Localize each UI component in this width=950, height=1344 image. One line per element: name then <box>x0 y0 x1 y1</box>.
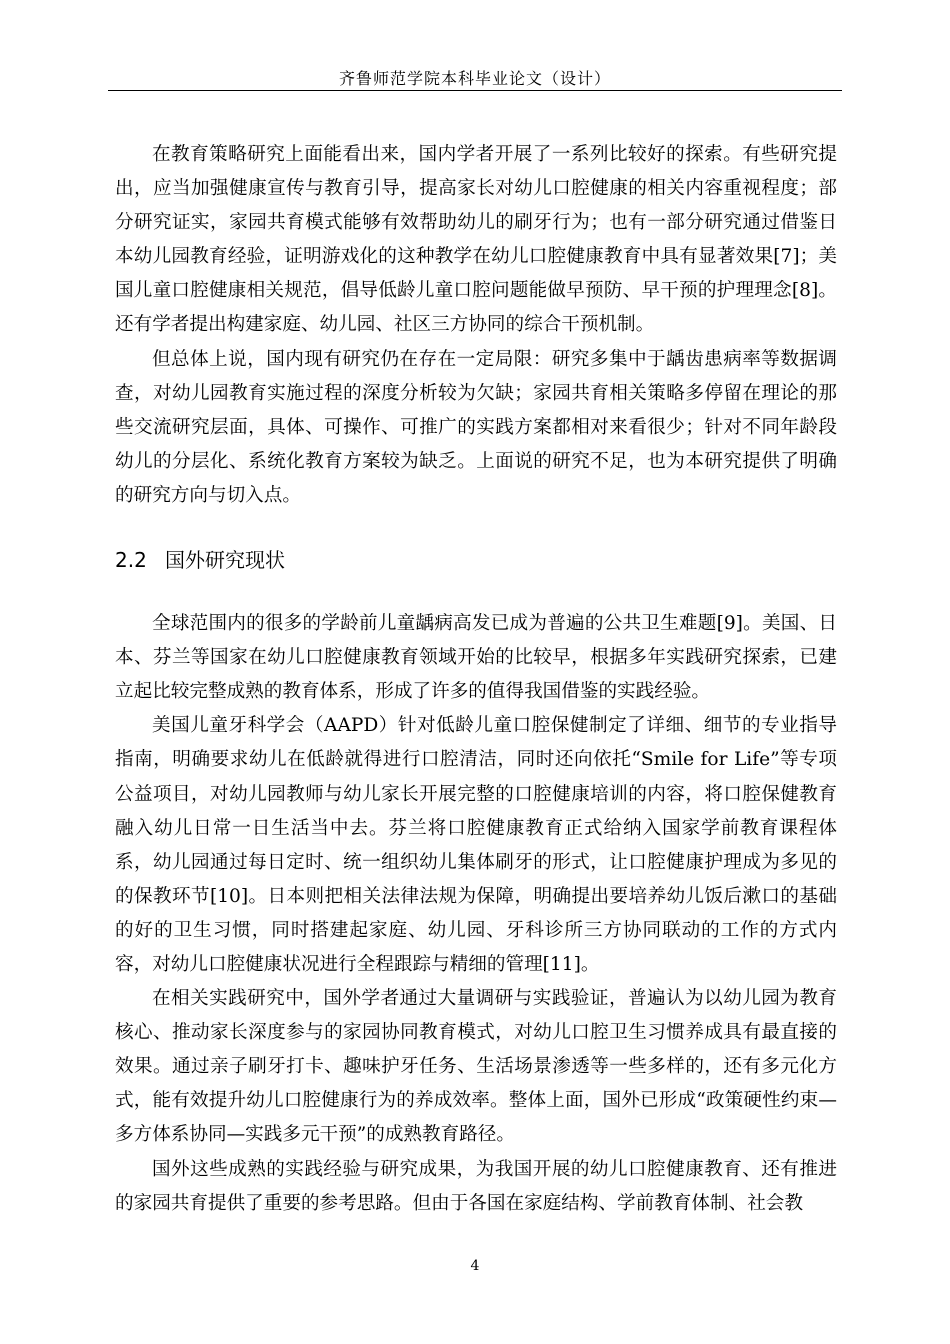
paragraph: 但总体上说，国内现有研究仍在存在一定局限：研究多集中于龋齿患病率等数据调查，对幼儿园教育实施过程的深度分析较为欠缺；家园共育相关策略多停留在理论的那些交流研究层面，具体、可操作、可推广的实践方案都相对来看很少；针对不同年龄段幼儿的分层化、系统化教育方案较为缺乏。上面说的研究不足，也为本研究提供了明确的研究方向与切入点。 <box>115 348 837 506</box>
paragraph: 美国儿童牙科学会（AAPD）针对低龄儿童口腔保健制定了详细、细节的专业指导指南，明确要求幼儿在低龄就得进行口腔清洁，同时还向依托“Smile for Life”等专项公益项目，对幼儿园教师与幼儿家长开展完整的口腔健康培训的内容，将口腔保健教育融入幼儿日常一日生活当中去。芬兰将口腔健康教育正式给纳入国家学前教育课程体系，幼儿园通过每日定时、统一组织幼儿集体刷牙的形式，让口腔健康护理成为多见的的保教环节[10]。日本则把相关法律法规为保障，明确提出要培养幼儿饭后漱口的基础的好的卫生习惯，同时搭建起家庭、幼儿园、牙科诊所三方协同联动的工作的方式内容，对幼儿口腔健康状况进行全程跟踪与精细的管理[11]。 <box>115 715 837 975</box>
section-title: 国外研究现状 <box>165 548 285 573</box>
section-number: 2.2 <box>115 548 147 573</box>
body-text <box>115 138 837 1221</box>
page-number: 4 <box>470 1258 480 1274</box>
paragraph: 在教育策略研究上面能看出来，国内学者开展了一系列比较好的探索。有些研究提出，应当加强健康宣传与教育引导，提高家长对幼儿口腔健康的相关内容重视程度；部分研究证实，家园共育模式能够有效帮助幼儿的刷牙行为；也有一部分研究通过借鉴日本幼儿园教育经验，证明游戏化的这种教学在幼儿口腔健康教育中具有显著效果[7]；美国儿童口腔健康相关规范，倡导低龄儿童口腔问题能做早预防、早干预的护理理念[8]。还有学者提出构建家庭、幼儿园、社区三方协同的综合干预机制。 <box>115 144 837 336</box>
header-rule <box>108 90 842 91</box>
paragraph: 国外这些成熟的实践经验与研究成果，为我国开展的幼儿口腔健康教育、还有推进的家园共育提供了重要的参考思路。但由于各国在家庭结构、学前教育体制、社会教 <box>115 1158 837 1214</box>
section-heading <box>115 543 837 577</box>
paragraph: 全球范围内的很多的学龄前儿童龋病高发已成为普遍的公共卫生难题[9]。美国、日本、芬兰等国家在幼儿口腔健康教育领域开始的比较早，根据多年实践研究探索，已建立起比较完整成熟的教育体系，形成了许多的值得我国借鉴的实践经验。 <box>115 613 837 703</box>
running-header: 齐鲁师范学院本科毕业论文（设计） <box>338 69 611 88</box>
paragraph: 在相关实践研究中，国外学者通过大量调研与实践验证，普遍认为以幼儿园为教育核心、推动家长深度参与的家园协同教育模式，对幼儿口腔卫生习惯养成具有最直接的效果。通过亲子刷牙打卡、趣味护牙任务、生活场景渗透等一些多样的，还有多元化方式，能有效提升幼儿口腔健康行为的养成效率。整体上面，国外已形成“政策硬性约束—多方体系协同—实践多元干预”的成熟教育路径。 <box>115 988 837 1146</box>
